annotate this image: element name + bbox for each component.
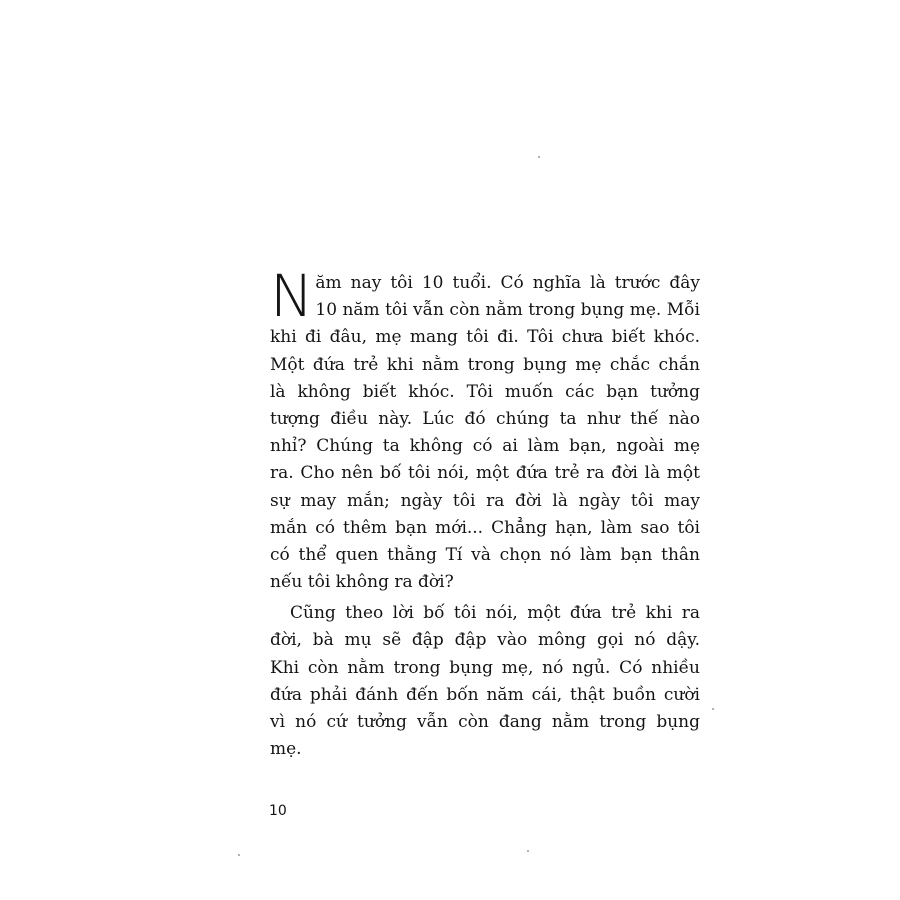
- text-line: Cũng theo lời bố tôi nói, một đứa trẻ khi ra: [290, 603, 700, 624]
- paper-speck: [712, 708, 714, 710]
- drop-cap-letter: N: [270, 262, 314, 330]
- page-number: 10: [269, 803, 287, 819]
- text-line: 10 năm tôi vẫn còn nằm trong bụng mẹ. Mỗi: [315, 300, 700, 321]
- text-line: vì nó cứ tưởng vẫn còn đang nằm trong bụng: [270, 712, 700, 732]
- text-line: nếu tôi không ra đời?: [270, 572, 454, 593]
- paper-speck: [538, 156, 540, 158]
- text-line: mẹ.: [270, 739, 302, 760]
- paper-speck: [238, 854, 240, 856]
- text-line: là không biết khóc. Tôi muốn các bạn tưởng: [270, 381, 700, 402]
- text-line: nhỉ? Chúng ta không có ai làm bạn, ngoài mẹ: [270, 436, 700, 457]
- text-line: khi đi đâu, mẹ mang tôi đi. Tôi chưa biết khóc.: [270, 327, 700, 348]
- text-line: ăm nay tôi 10 tuổi. Có nghĩa là trước đây: [315, 273, 700, 293]
- text-line: đứa phải đánh đến bốn năm cái, thật buồn cười: [270, 684, 700, 705]
- text-line: sự may mắn; ngày tôi ra đời là ngày tôi may: [270, 490, 700, 511]
- paragraph-1: [270, 262, 700, 596]
- text-line: tượng điều này. Lúc đó chúng ta như thế nào: [270, 408, 700, 429]
- body-text: [270, 262, 700, 763]
- text-line: Một đứa trẻ khi nằm trong bụng mẹ chắc chắn: [270, 354, 700, 375]
- paper-speck: [527, 850, 529, 852]
- text-line: Khi còn nằm trong bụng mẹ, nó ngủ. Có nhiều: [270, 657, 700, 678]
- text-line: đời, bà mụ sẽ đập đập vào mông gọi nó dậy.: [270, 630, 700, 651]
- text-line: mắn có thêm bạn mới... Chẳng hạn, làm sao tôi: [270, 517, 700, 538]
- text-line: ra. Cho nên bố tôi nói, một đứa trẻ ra đời là một: [270, 463, 700, 484]
- paragraph-2: [270, 600, 700, 763]
- text-line: có thể quen thằng Tí và chọn nó làm bạn thân: [270, 544, 700, 565]
